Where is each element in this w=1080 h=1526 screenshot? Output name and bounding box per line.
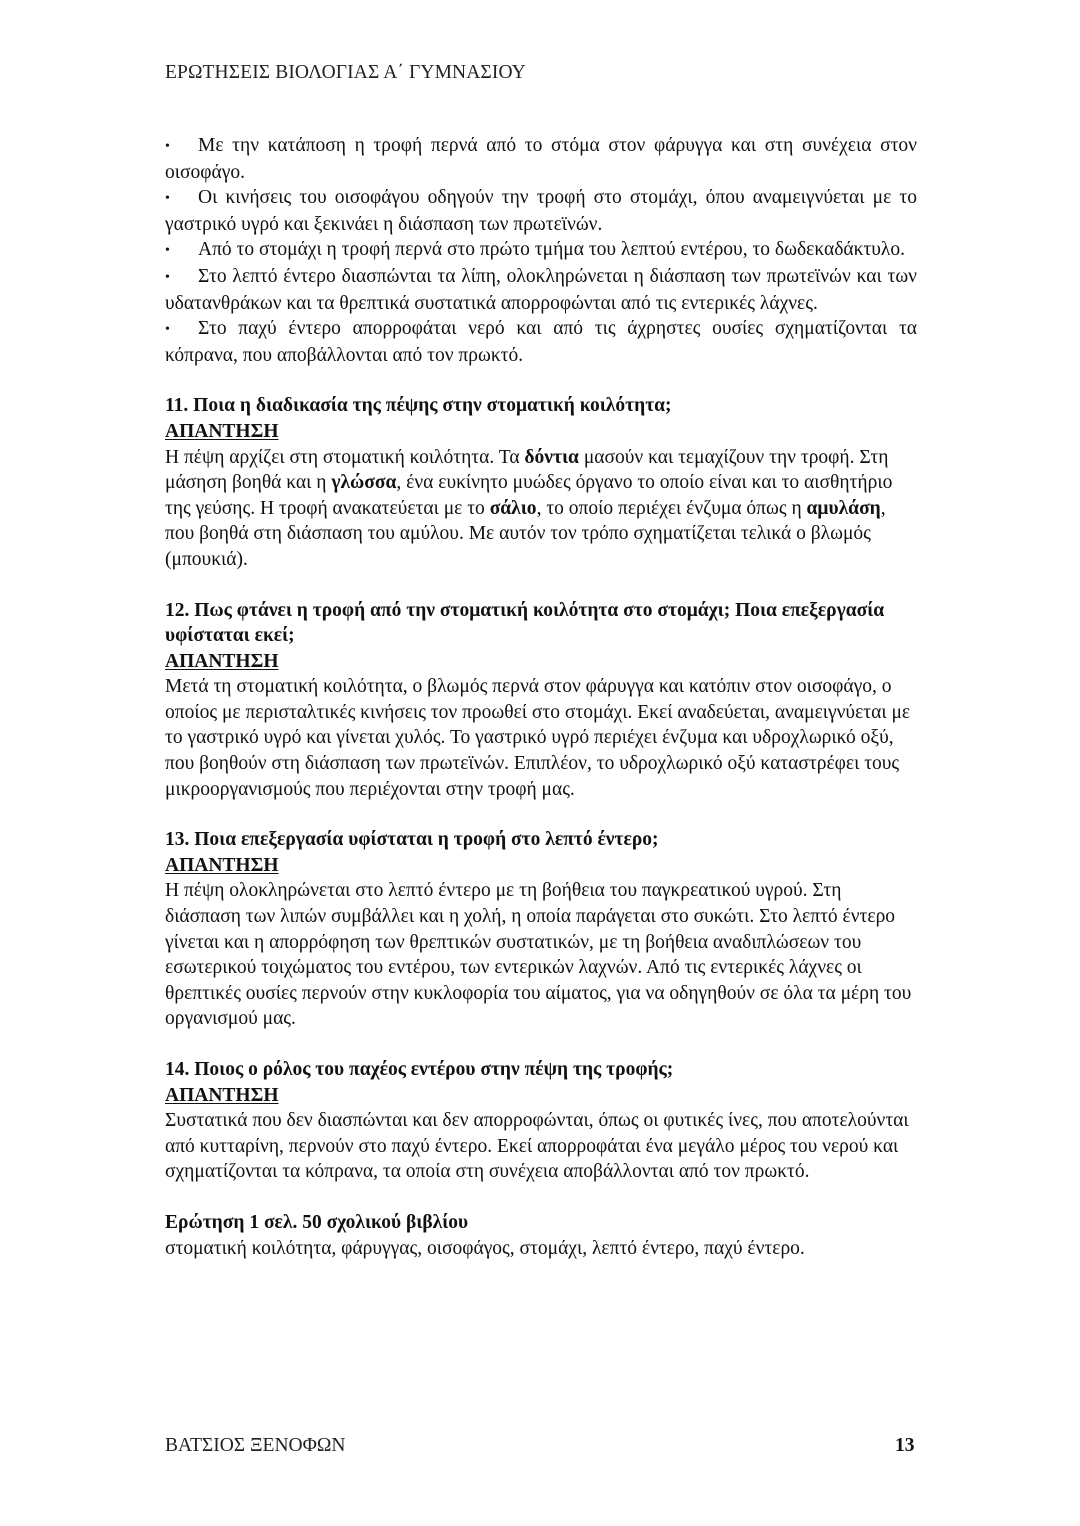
bullet-icon: • xyxy=(165,322,170,338)
bullet-icon: • xyxy=(165,191,170,207)
question-11-title: 11. Ποια η διαδικασία της πέψης στην στοματική κοιλότητα; xyxy=(165,395,672,417)
answer-text-part: μασούν και τεμαχίζουν την τροφή. Στη μάσηση βοηθά και η xyxy=(165,446,889,494)
question-13-block xyxy=(165,827,917,1032)
bold-term-amylase: αμυλάση xyxy=(806,497,881,519)
bold-term-saliva: σάλιο xyxy=(489,497,537,519)
question-14-block xyxy=(165,1057,917,1185)
question-11-answer xyxy=(165,445,917,573)
bullet-list xyxy=(165,133,917,368)
answer-label: ΑΠΑΝΤΗΣΗ xyxy=(165,650,279,672)
book-reference-answer: στοματική κοιλότητα, φάρυγγας, οισοφάγος, στομάχι, λεπτό έντερο, παχύ έντερο. xyxy=(165,1237,805,1259)
bullet-text: Από το στομάχι η τροφή περνά στο πρώτο τμήμα του λεπτού εντέρου, το δωδεκαδάκτυλο. xyxy=(198,239,905,261)
book-reference-block xyxy=(165,1210,917,1261)
question-14-title: 14. Ποιος ο ρόλος του παχέος εντέρου στην πέψη της τροφής; xyxy=(165,1059,674,1080)
bullet-icon: • xyxy=(165,269,170,285)
bullet-item xyxy=(165,185,917,237)
bullet-text: Με την κατάποση η τροφή περνά από το στόμα στον φάρυγγα και στη συνέχεια στον οισοφάγο. xyxy=(165,135,917,183)
question-12-block xyxy=(165,598,917,803)
question-14-answer: Συστατικά που δεν διασπώνται και δεν απορροφώνται, όπως οι φυτικές ίνες, που αποτελούνται από κυτταρίνη, περνούν στο παχύ έντερο. Εκεί απορροφάται ένα μεγάλο μέρος του νερού και σχηματίζονται τα κόπρανα, τα οποία στη συνέχεια αποβάλλονται από τον πρωκτό. xyxy=(165,1110,909,1183)
bullet-text: Στο λεπτό έντερο διασπώνται τα λίπη, ολοκληρώνεται η διάσπαση των πρωτεϊνών και των υδατανθράκων και τα θρεπτικά συστατικά απορροφώνται από τις εντερικές λάχνες. xyxy=(165,265,917,314)
bullet-icon: • xyxy=(165,139,170,154)
question-11-block xyxy=(165,393,917,572)
book-reference-title: Ερώτηση 1 σελ. 50 σχολικού βιβλίου xyxy=(165,1211,469,1233)
bold-term-teeth: δόντια xyxy=(524,446,579,468)
page-header-title: ΕΡΩΤΗΣΕΙΣ ΒΙΟΛΟΓΙΑΣ Α΄ ΓΥΜΝΑΣΙΟΥ xyxy=(165,62,526,83)
bullet-item xyxy=(165,316,917,368)
footer-author: ΒΑΤΣΙΟΣ ΞΕΝΟΦΩΝ xyxy=(165,1435,346,1456)
bullet-item xyxy=(165,133,917,185)
answer-text-part: , το οποίο περιέχει ένζυμα όπως η xyxy=(536,497,807,519)
answer-text-part: , που βοηθά στη διάσπαση του αμύλου. Με αυτόν τον τρόπο σχηματίζεται τελικά ο βλωμός (μπουκιά). xyxy=(165,497,886,570)
answer-label: ΑΠΑΝΤΗΣΗ xyxy=(165,1084,279,1106)
answer-label: ΑΠΑΝΤΗΣΗ xyxy=(165,854,279,876)
bullet-text: Στο παχύ έντερο απορροφάται νερό και από τις άχρηστες ουσίες σχηματίζονται τα κόπρανα, που αποβάλλονται από τον πρωκτό. xyxy=(165,318,917,366)
bullet-icon: • xyxy=(165,243,170,259)
question-12-answer: Μετά τη στοματική κοιλότητα, ο βλωμός περνά στον φάρυγγα και κατόπιν στον οισοφάγο, ο οποίος με περισταλτικές κινήσεις τον προωθεί στο στομάχι. Εκεί αναδεύεται, αναμειγνύεται με το γαστρικό υγρό και γίνεται χυλός. Το γαστρικό υγρό περιέχει ένζυμα και υδροχλωρικό οξύ, που βοηθούν στη διάσπαση των πρωτεϊνών. Επιπλέον, το υδροχλωρικό οξύ καταστρέφει τους μικροοργανισμούς που περιέχονται στην τροφή μας. xyxy=(165,676,911,800)
footer-page-number: 13 xyxy=(895,1435,915,1456)
bullet-item xyxy=(165,237,917,264)
question-13-title: 13. Ποια επεξεργασία υφίσταται η τροφή στο λεπτό έντερο; xyxy=(165,829,659,851)
bold-term-tongue: γλώσσα xyxy=(331,472,397,494)
question-12-title: 12. Πως φτάνει η τροφή από την στοματική κοιλότητα στο στομάχι; Ποια επεξεργασία υφίσταται εκεί; xyxy=(165,599,885,647)
bullet-item xyxy=(165,264,917,316)
bullet-text: Οι κινήσεις του οισοφάγου οδηγούν την τροφή στο στομάχι, όπου αναμειγνύεται με το γαστρικό υγρό και ξεκινάει η διάσπαση των πρωτεϊνών. xyxy=(165,187,917,235)
page-content xyxy=(165,133,917,1261)
answer-text-part: , ένα ευκίνητο μυώδες όργανο το οποίο είναι και το αισθητήριο της γεύσης. Η τροφή ανακατεύεται με το xyxy=(165,472,893,519)
answer-text-part: Η πέψη αρχίζει στη στοματική κοιλότητα. Τα xyxy=(165,446,525,468)
answer-label: ΑΠΑΝΤΗΣΗ xyxy=(165,420,279,442)
question-13-answer: Η πέψη ολοκληρώνεται στο λεπτό έντερο με τη βοήθεια του παγκρεατικού υγρού. Στη διάσπαση των λιπών συμβάλλει και η χολή, η οποία παράγεται στο συκώτι. Στο λεπτό έντερο γίνεται και η απορρόφηση των θρεπτικών συστατικών, με τη βοήθεια αναδιπλώσεων του εσωτερικού τοιχώματος του εντέρου, των εντερικών λαχνών. Από τις εντερικές λάχνες οι θρεπτικές ουσίες περνούν στην κυκλοφορία του αίματος, για να οδηγηθούν σε όλα τα μέρη του οργανισμού μας. xyxy=(165,880,912,1030)
